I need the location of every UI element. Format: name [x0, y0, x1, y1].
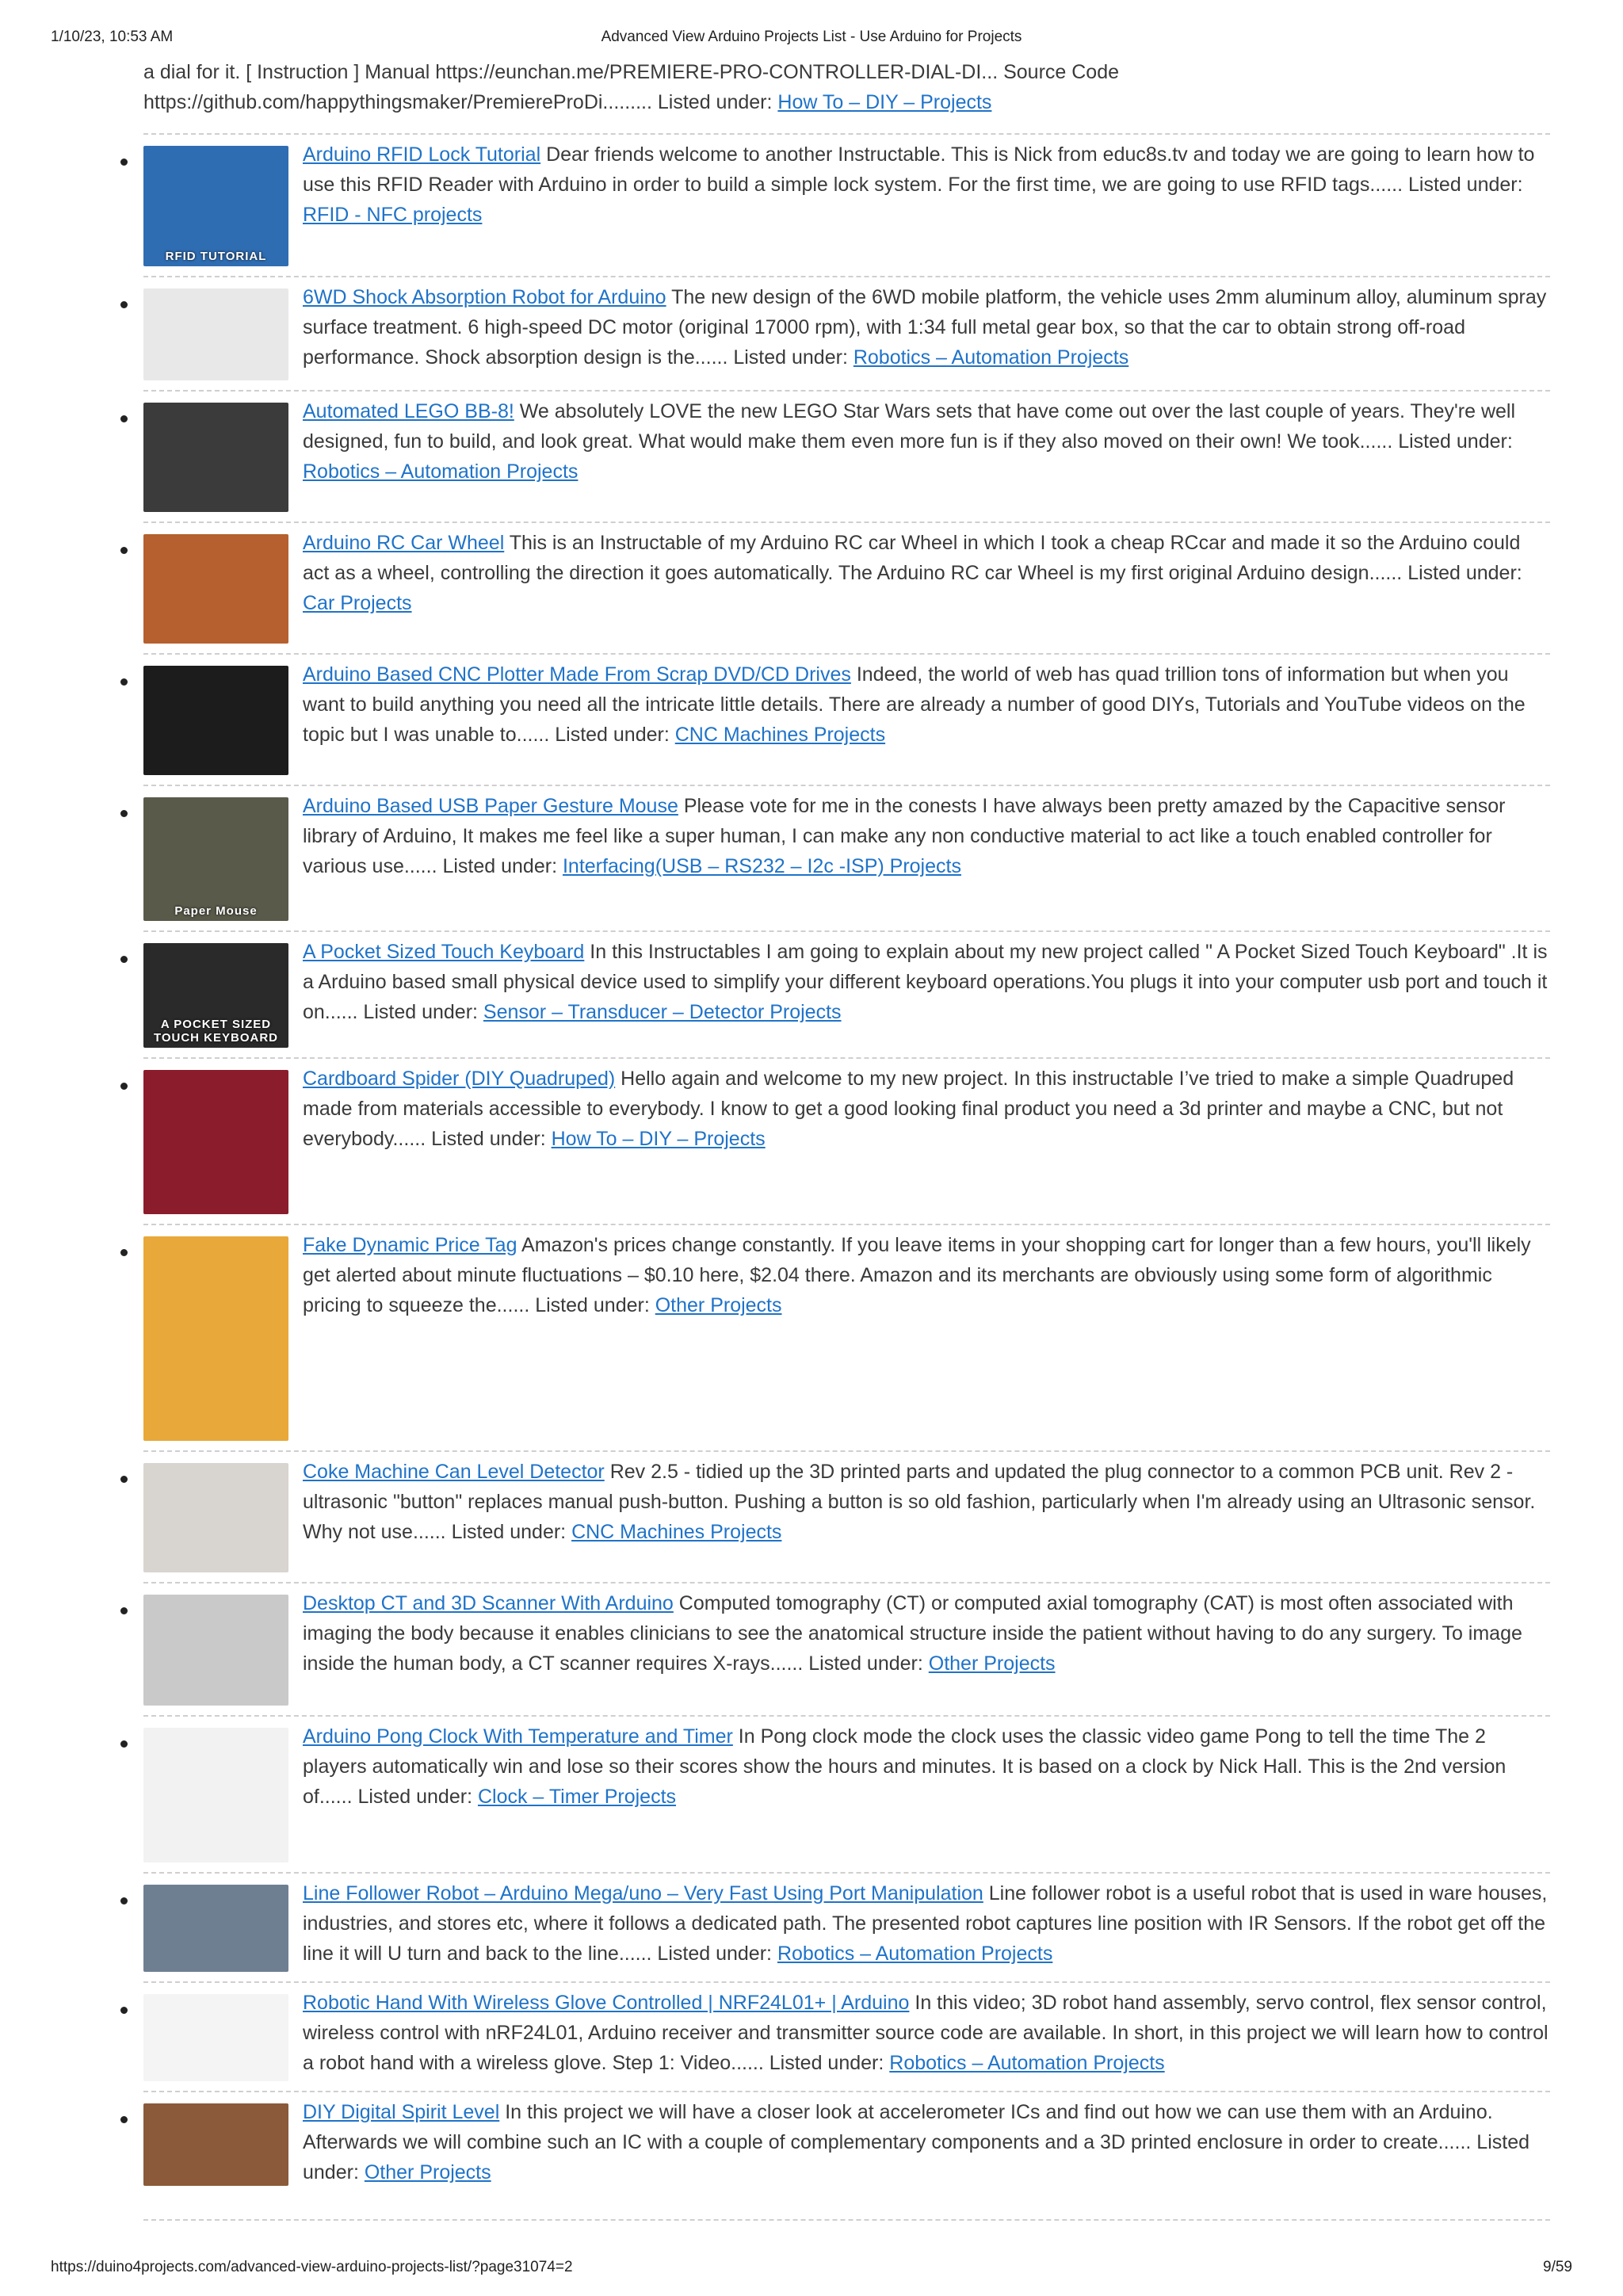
project-category-link[interactable]: Robotics – Automation Projects: [853, 346, 1129, 369]
project-text: Indeed, the world of web has quad trillion tons of information but when you want to build anything you need all the intricate little details. There are already a number of good DIYs, Tutorials and YouTube videos on the topic but I was unable to...... Listed under:: [303, 663, 1526, 746]
project-text: We absolutely LOVE the new LEGO Star Wars sets that have come out over the last couple of years. They're well designed, fun to build, and look great. What would make them even more fun is if they also moved on their own! We took...... Listed under:: [303, 400, 1516, 453]
project-thumbnail[interactable]: [143, 1236, 288, 1441]
print-url: https://duino4projects.com/advanced-view-arduino-projects-list/?page31074=2: [51, 2259, 573, 2275]
project-description: [303, 2097, 1550, 2187]
project-thumbnail[interactable]: [143, 1070, 288, 1214]
project-thumbnail[interactable]: [143, 797, 288, 921]
project-thumbnail[interactable]: [143, 1463, 288, 1572]
project-item: [143, 653, 1550, 785]
project-title-link[interactable]: Cardboard Spider (DIY Quadruped): [303, 1068, 616, 1090]
project-description: [303, 1230, 1550, 1320]
project-item: [143, 1450, 1550, 1582]
project-title-link[interactable]: Arduino Based CNC Plotter Made From Scrap DVD/CD Drives: [303, 663, 851, 686]
project-title-link[interactable]: Fake Dynamic Price Tag: [303, 1234, 517, 1256]
project-category-link[interactable]: Other Projects: [655, 1294, 782, 1316]
lead-paragraph: [143, 57, 1550, 117]
project-item: [143, 276, 1550, 390]
project-item: [143, 1872, 1550, 1981]
project-description: [303, 139, 1550, 230]
print-footer: [51, 2259, 1572, 2279]
project-thumbnail[interactable]: [143, 943, 288, 1048]
project-item: [143, 1224, 1550, 1450]
list-end-divider: [143, 2219, 1550, 2221]
project-item: [143, 1715, 1550, 1872]
lead-category-link[interactable]: How To – DIY – Projects: [777, 91, 992, 113]
project-category-link[interactable]: Other Projects: [364, 2161, 491, 2183]
project-category-link[interactable]: How To – DIY – Projects: [551, 1128, 766, 1150]
project-thumbnail[interactable]: [143, 288, 288, 380]
project-description: [303, 937, 1550, 1027]
project-text: Line follower robot is a useful robot that is used in ware houses, industries, and stores etc, where it follows a dedicated path. The presented robot captures line position with IR Sensors. If the robot get off the line it will U turn and back to the line...... Listed under:: [303, 1882, 1548, 1965]
project-thumbnail[interactable]: [143, 2103, 288, 2186]
project-item: [143, 930, 1550, 1057]
project-category-link[interactable]: CNC Machines Projects: [674, 724, 886, 746]
project-description: [303, 659, 1550, 750]
project-title-link[interactable]: Automated LEGO BB-8!: [303, 400, 514, 422]
project-item: [143, 390, 1550, 521]
project-item: [143, 133, 1550, 276]
project-item: [143, 1981, 1550, 2091]
project-title-link[interactable]: Arduino Based USB Paper Gesture Mouse: [303, 795, 678, 817]
project-description: [303, 1878, 1550, 1969]
project-title-link[interactable]: Arduino RC Car Wheel: [303, 532, 505, 554]
project-thumbnail[interactable]: [143, 1994, 288, 2081]
project-thumbnail[interactable]: [143, 1885, 288, 1972]
thumbnail-caption: A POCKET SIZED TOUCH KEYBOARD: [153, 1018, 279, 1045]
project-item: [143, 785, 1550, 930]
print-page-number: 9/59: [1543, 2259, 1572, 2275]
project-item: [143, 521, 1550, 653]
print-header: [51, 29, 1572, 49]
project-category-link[interactable]: Other Projects: [928, 1652, 1056, 1675]
project-title-link[interactable]: Desktop CT and 3D Scanner With Arduino: [303, 1592, 674, 1614]
project-list: [143, 133, 1550, 2219]
project-thumbnail[interactable]: [143, 403, 288, 512]
project-category-link[interactable]: Interfacing(USB – RS232 – I2c -ISP) Projects: [562, 855, 961, 877]
project-category-link[interactable]: Robotics – Automation Projects: [889, 2052, 1165, 2074]
project-text: Rev 2.5 - tidied up the 3D printed parts and updated the plug connector to a common PCB unit. Rev 2 - ultrasonic "button" replaces manual push-button. Pushing a button is so old fashion, particularly when I'm already using an Ultrasonic sensor. Why not use...... Listed under:: [303, 1461, 1536, 1543]
print-datetime: 1/10/23, 10:53 AM: [51, 29, 174, 45]
project-description: [303, 1588, 1550, 1679]
project-text: Amazon's prices change constantly. If you leave items in your shopping cart for longer than a few hours, you'll likely get alerted about minute fluctuations – $0.10 here, $2.04 there. Amazon and its merchants are obviously using some form of algorithmic pricing to squeeze the...... Listed under:: [303, 1234, 1531, 1316]
project-text: Please vote for me in the conests I have always been pretty amazed by the Capacitive sensor library of Arduino, It makes me feel like a super human, I can make any non conductive material to act like a touch enabled controller for various use...... Listed under:: [303, 795, 1506, 877]
project-thumbnail[interactable]: [143, 534, 288, 644]
project-description: [303, 396, 1550, 487]
project-title-link[interactable]: Line Follower Robot – Arduino Mega/uno – Very Fast Using Port Manipulation: [303, 1882, 983, 1904]
project-description: [303, 1064, 1550, 1154]
project-text: Hello again and welcome to my new project. In this instructable I’ve tried to make a simple Quadruped made from materials accessible to everybody. I know to get a good looking final product you need a 3d printer and maybe a CNC, but not everybody...... Listed under:: [303, 1068, 1514, 1150]
project-category-link[interactable]: CNC Machines Projects: [571, 1521, 782, 1543]
project-title-link[interactable]: 6WD Shock Absorption Robot for Arduino: [303, 286, 666, 308]
project-item: [143, 2091, 1550, 2219]
project-title-link[interactable]: Robotic Hand With Wireless Glove Controlled | NRF24L01+ | Arduino: [303, 1992, 910, 2014]
thumbnail-caption: RFID TUTORIAL: [165, 250, 267, 263]
project-text: In this video; 3D robot hand assembly, servo control, flex sensor control, wireless control with nRF24L01, Arduino receiver and transmitter source code are available. In short, in this project we will learn how to control a robot hand with a wireless glove. Step 1: Video...... Listed under:: [303, 1992, 1549, 2074]
project-text: Dear friends welcome to another Instructable. This is Nick from educ8s.tv and today we are going to learn how to use this RFID Reader with Arduino in order to build a simple lock system. For the first time, we are going to use RFID tags...... Listed under:: [303, 143, 1535, 196]
project-description: [303, 1457, 1550, 1547]
project-thumbnail[interactable]: [143, 146, 288, 266]
lead-text: a dial for it. [ Instruction ] Manual https://eunchan.me/PREMIERE-PRO-CONTROLLER-DIAL-DI... Source Code https://github.com/happythingsmaker/PremiereProDi......... Listed under:: [143, 61, 1120, 113]
project-category-link[interactable]: Clock – Timer Projects: [477, 1786, 677, 1808]
print-page-title: Advanced View Arduino Projects List - Use Arduino for Projects: [601, 29, 1022, 45]
project-description: [303, 1721, 1550, 1812]
project-title-link[interactable]: A Pocket Sized Touch Keyboard: [303, 941, 585, 963]
project-category-link[interactable]: Robotics – Automation Projects: [777, 1943, 1053, 1965]
project-title-link[interactable]: Arduino Pong Clock With Temperature and Timer: [303, 1725, 733, 1748]
project-description: [303, 282, 1550, 372]
project-text: This is an Instructable of my Arduino RC car Wheel in which I took a cheap RCcar and made it so the Arduino could act as a wheel, controlling the direction it goes automatically. The Arduino RC car Wheel is my first original Arduino design...... Listed under:: [303, 532, 1522, 584]
project-title-link[interactable]: Arduino RFID Lock Tutorial: [303, 143, 541, 166]
project-title-link[interactable]: DIY Digital Spirit Level: [303, 2101, 500, 2123]
project-category-link[interactable]: Sensor – Transducer – Detector Projects: [483, 1001, 842, 1023]
project-text: In this project we will have a closer look at accelerometer ICs and find out how we can use them with an Arduino. Afterwards we will combine such an IC with a couple of complementary components and a 3D printed enclosure in order to create...... Listed under:: [303, 2101, 1529, 2183]
project-description: [303, 1988, 1550, 2078]
thumbnail-caption: Paper Mouse: [174, 904, 258, 918]
project-thumbnail[interactable]: [143, 1595, 288, 1706]
project-description: [303, 528, 1550, 618]
project-text: In Pong clock mode the clock uses the classic video game Pong to tell the time The 2 players automatically win and lose so their scores show the hours and minutes. It is based on a clock by Nick Hall. This is the 2nd version of...... Listed under:: [303, 1725, 1507, 1808]
project-category-link[interactable]: Car Projects: [303, 592, 412, 614]
project-category-link[interactable]: Robotics – Automation Projects: [303, 460, 579, 483]
project-item: [143, 1057, 1550, 1224]
main-content: [143, 57, 1550, 2221]
project-item: [143, 1582, 1550, 1715]
project-description: [303, 791, 1550, 881]
project-text: In this Instructables I am going to explain about my new project called " A Pocket Sized Touch Keyboard" .It is a Arduino based small physical device used to simplify your different keyboard operations.You plugs it into your computer usb port and touch it on...... Listed under:: [303, 941, 1548, 1023]
project-category-link[interactable]: RFID - NFC projects: [303, 204, 483, 226]
project-thumbnail[interactable]: [143, 666, 288, 775]
project-thumbnail[interactable]: [143, 1728, 288, 1862]
project-text: The new design of the 6WD mobile platform, the vehicle uses 2mm aluminum alloy, aluminum spray surface treatment. 6 high-speed DC motor (original 17000 rpm), with 1:34 full metal gear box, so that the car to obtain strong off-road performance. Shock absorption design is the...... Listed under:: [303, 286, 1547, 369]
project-title-link[interactable]: Coke Machine Can Level Detector: [303, 1461, 605, 1483]
project-text: Computed tomography (CT) or computed axial tomography (CAT) is most often associated with imaging the body because it enables clinicians to see the anatomical structure inside the patient without having to do any surgery. To image inside the human body, a CT scanner requires X-rays...... Listed under:: [303, 1592, 1522, 1675]
